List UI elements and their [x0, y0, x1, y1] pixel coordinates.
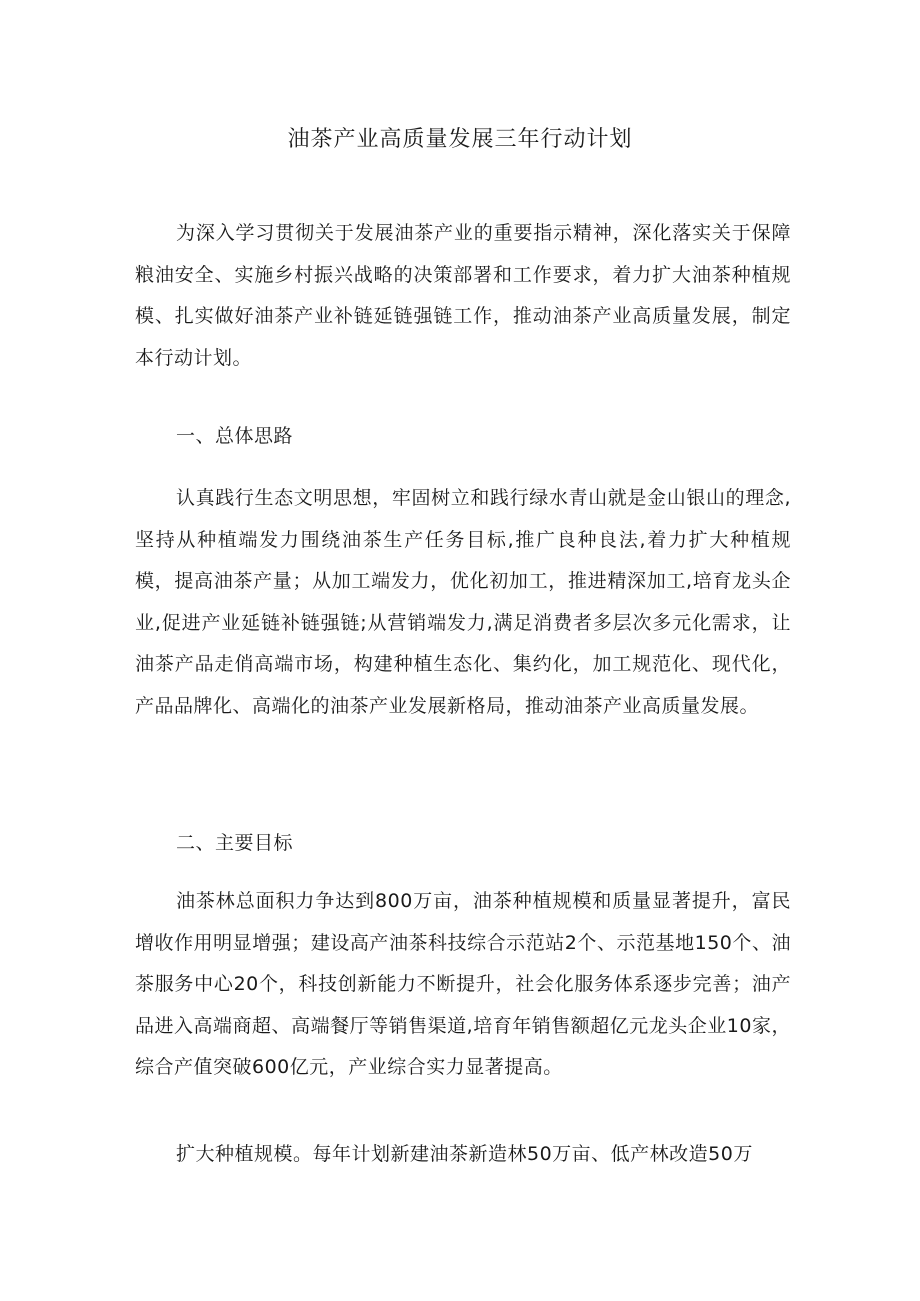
section-heading-overall-approach: 一、总体思路: [176, 425, 294, 447]
document-title: 油茶产业高质量发展三年行动计划: [287, 127, 633, 152]
planting-scale-paragraph: 扩大种植规模。每年计划新建油茶新造林50万亩、低产林改造50万: [176, 1143, 753, 1165]
section-heading-main-goals: 二、主要目标: [176, 832, 294, 854]
main-goals-paragraph: 油茶林总面积力争达到800万亩，油茶种植规模和质量显著提升，富民增收作用明显增强；建设高产油茶科技综合示范站2个、示范基地150个、油茶服务中心20个，科技创新能力不断提升，社会化服务体系逐步完善；油产品进入高端商超、高端餐厅等销售渠道,培育年销售额超亿元龙头企业10家，综合产值突破600亿元，产业综合实力显著提高。: [135, 890, 791, 1078]
overall-approach-paragraph: 认真践行生态文明思想，牢固树立和践行绿水青山就是金山银山的理念,坚持从种植端发力围绕油茶生产任务目标,推广良种良法,着力扩大种植规模，提高油茶产量；从加工端发力，优化初加工，推进精深加工,培育龙头企业,促进产业延链补链强链;从营销端发力,满足消费者多层次多元化需求，让油茶产品走俏高端市场，构建种植生态化、集约化，加工规范化、现代化，产品品牌化、高端化的油茶产业发展新格局，推动油茶产业高质量发展。: [135, 487, 791, 717]
intro-paragraph: 为深入学习贯彻关于发展油茶产业的重要指示精神，深化落实关于保障粮油安全、实施乡村振兴战略的决策部署和工作要求，着力扩大油茶种植规模、扎实做好油茶产业补链延链强链工作，推动油茶产业高质量发展，制定本行动计划。: [135, 222, 791, 369]
